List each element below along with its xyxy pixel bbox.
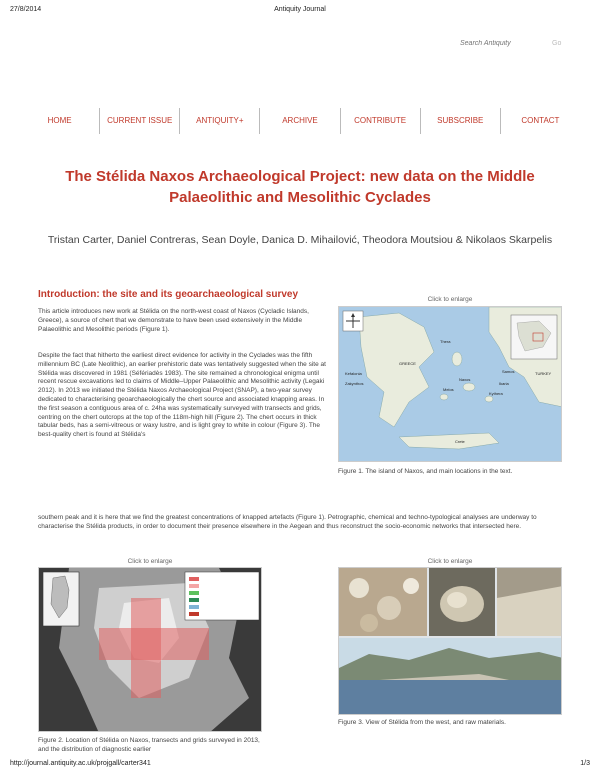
section-heading: Introduction: the site and its geoarchaeological survey bbox=[38, 289, 299, 300]
figure2-map[interactable] bbox=[38, 567, 262, 732]
nav-current-issue[interactable]: CURRENT ISSUE bbox=[100, 108, 180, 134]
map-label-crete: Crete bbox=[455, 439, 465, 444]
map-label-samos: Samos bbox=[502, 369, 515, 374]
search-go-button[interactable]: Go bbox=[552, 40, 562, 47]
figure3-photos[interactable] bbox=[338, 567, 562, 715]
article-authors: Tristan Carter, Daniel Contreras, Sean Doyle, Danica D. Mihailović, Theodora Moutsiou & Nikolaos Skarpelis bbox=[47, 234, 553, 246]
paragraph-main: Despite the fact that hitherto the earliest direct evidence for activity in the Cyclades was the fifth millennium BC (Late Neolithic), an earlier prehistoric date was tentatively suggested when the site at Stélida was discovered in 1981 (Séfériadès 1983). The site remained a chronological enigma until recent rescue excavations led to claims of Middle–Upper Palaeolithic and Mesolithic activity (Legaki 2012). In 2013 we initiated the Stélida Naxos Archaeological Project (SNAP), a two-year survey dedicated to characterising geoarchaeologically the chert source and associated knapping areas. In the first season a contiguous area of c. 24ha was systematically surveyed with transects and grids, centring on the chert outcrops at the top of the 118m-high hill (Figure 2). The chert occurs in thick tabular beds, has a semi-vitreous or waxy lustre, and is light grey to white in colour (Figure 3). The best-quality chert is found at Stélida's bbox=[38, 352, 326, 439]
nav-subscribe[interactable]: SUBSCRIBE bbox=[421, 108, 501, 134]
figure1-caption: Figure 1. The island of Naxos, and main locations in the text. bbox=[338, 468, 513, 475]
map-label-greece: GREECE bbox=[399, 361, 416, 366]
nav-contribute[interactable]: CONTRIBUTE bbox=[341, 108, 421, 134]
nav-archive[interactable]: ARCHIVE bbox=[260, 108, 340, 134]
figure1-map-graphic bbox=[339, 307, 562, 462]
main-nav bbox=[20, 108, 580, 134]
figure1-map[interactable] bbox=[338, 306, 562, 462]
figure1-enlarge-link[interactable]: Click to enlarge bbox=[427, 296, 473, 303]
article-title: The Stélida Naxos Archaeological Project: new data on the Middle Palaeolithic and Mesolithic Cyclades bbox=[65, 168, 535, 206]
figure3-photos-graphic bbox=[339, 568, 562, 715]
map-label-naxos: Naxos bbox=[459, 377, 471, 382]
figure2-caption: Figure 2. Location of Stélida on Naxos, transects and grids surveyed in 2013, and the distribution of diagnostic earlier bbox=[38, 737, 260, 753]
print-page-number: 1/3 bbox=[580, 760, 590, 767]
map-label-melos: Melos bbox=[443, 387, 454, 392]
figure2-map-graphic bbox=[39, 568, 262, 732]
paragraph-main-continued: southern peak and it is here that we find the greatest concentrations of knapped artefacts (Figure 1). Petrographic, chemical and techno-typological analyses are underway to characterise the Stélida products, in order to document their presence elsewhere in the Aegean and thus reconstruct the socio-economic networks that intersected here. bbox=[38, 514, 537, 530]
map-label-kythera: Kythera bbox=[489, 391, 503, 396]
map-label-turkey: TURKEY bbox=[535, 371, 552, 376]
print-site-title: Antiquity Journal bbox=[274, 6, 326, 13]
paragraph-intro: This article introduces new work at Stélida on the north-west coast of Naxos (Cycladic Islands, Greece), a source of chert that we demonstrate to have been used extensively in the Middle Palaeolithic and Mesolithic periods (Figure 1). bbox=[38, 308, 309, 333]
search-input[interactable] bbox=[460, 40, 540, 47]
print-footer bbox=[10, 760, 590, 770]
search-box bbox=[460, 40, 562, 47]
nav-antiquity-plus[interactable]: ANTIQUITY+ bbox=[180, 108, 260, 134]
print-header bbox=[10, 6, 590, 18]
map-label-kefalonia: Kefalonia bbox=[345, 371, 362, 376]
map-label-thera: Thera bbox=[440, 339, 451, 344]
print-date: 27/8/2014 bbox=[10, 6, 42, 13]
nav-contact[interactable]: CONTACT bbox=[521, 116, 560, 125]
figure3-caption: Figure 3. View of Stélida from the west, and raw materials. bbox=[338, 719, 506, 726]
print-url: http://journal.antiquity.ac.uk/projgall/carter341 bbox=[10, 760, 151, 767]
map-label-ikaria: Ikaria bbox=[499, 381, 509, 386]
map-label-zakynthos: Zakynthos bbox=[345, 381, 364, 386]
nav-home[interactable]: HOME bbox=[20, 108, 100, 134]
figure3-enlarge-link[interactable]: Click to enlarge bbox=[427, 558, 473, 565]
figure2-enlarge-link[interactable]: Click to enlarge bbox=[127, 558, 173, 565]
